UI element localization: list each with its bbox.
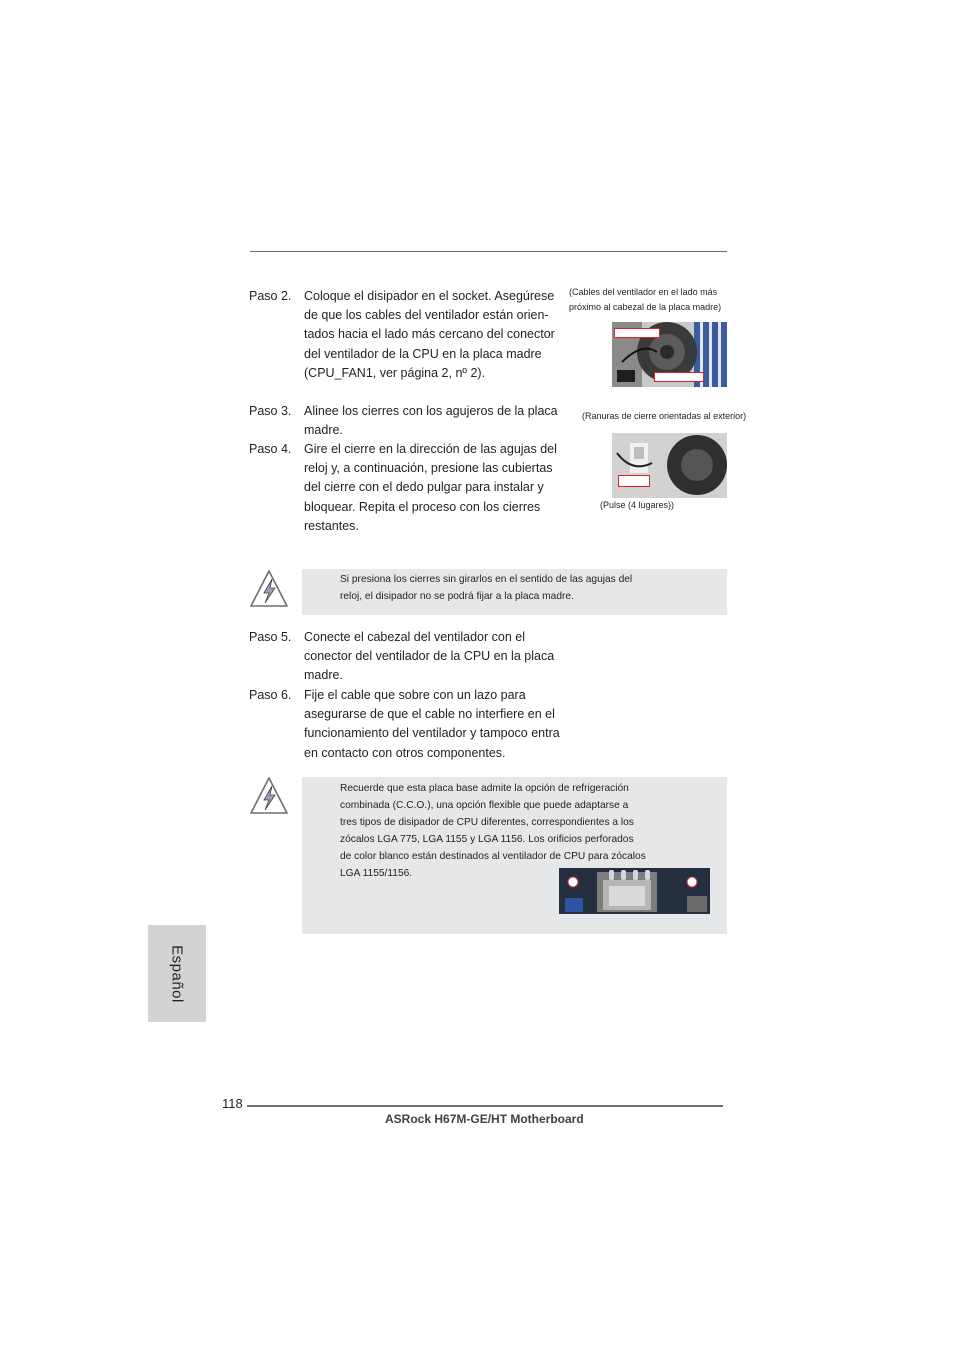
step-4-label: Paso 4. (249, 442, 292, 456)
warning-triangle-icon (249, 569, 289, 609)
fan-cables-caption: (Cables del ventilador en el lado más próximo al cabezal de la placa madre) (569, 287, 722, 312)
latch-photo (612, 433, 727, 498)
step-5-label: Paso 5. (249, 630, 292, 644)
fan-cables-photo (612, 322, 727, 387)
footer-title: ASRock H67M-GE/HT Motherboard (385, 1112, 584, 1126)
step-5-text: Conecte el cabezal del ventilador con el conector del ventilador de la CPU en la placa madre. (304, 630, 555, 683)
page-number: 118 (222, 1096, 243, 1111)
socket-photo (559, 868, 710, 914)
step-6-label: Paso 6. (249, 688, 292, 702)
note-box-1: Si presiona los cierres sin girarlos en el sentido de las agujas del reloj, el disipador no se podrá fijar a la placa madre. (302, 569, 727, 615)
header-rule (250, 251, 727, 252)
language-tab (148, 925, 206, 1022)
step-2-text: Coloque el disipador en el socket. Asegúrese de que los cables del ventilador están orien- tados hacia el lado más cercano del conector del ventilador de la CPU en la placa madre (CPU_FAN1, ver página 2, nº 2). (304, 289, 555, 380)
step-4-text: Gire el cierre en la dirección de las agujas del reloj y, a continuación, presione las cubiertas del cierre con el dedo pulgar para instalar y bloquear. Repita el proceso con los cierres restantes. (304, 442, 557, 533)
step-6-text: Fije el cable que sobre con un lazo para asegurarse de que el cable no interfiere en el funcionamiento del ventilador y tampoco entra en contacto con otros componentes. (304, 688, 560, 760)
note-box-2: Recuerde que esta placa base admite la opción de refrigeración combinada (C.C.O.), una opción flexible que puede adaptarse a tres tipos de disipador de CPU diferentes, correspondientes a los zócalos LGA 775, LGA 1155 y LGA 1156. Los orificios perforados de color blanco están destinados al ventilador de CPU para zócalos LGA 1155/1156. (302, 777, 727, 934)
footer-rule (247, 1105, 723, 1107)
language-tab-label: Español (168, 944, 186, 1003)
step-3-text: Alinee los cierres con los agujeros de la placa madre. (304, 404, 558, 438)
step-2-label: Paso 2. (249, 289, 292, 303)
step-3-label: Paso 3. (249, 404, 292, 418)
latch-slots-caption: (Ranuras de cierre orientadas al exterior) (582, 411, 747, 421)
press-caption: (Pulse (4 lugares)) (600, 500, 675, 510)
warning-triangle-icon (249, 776, 289, 816)
